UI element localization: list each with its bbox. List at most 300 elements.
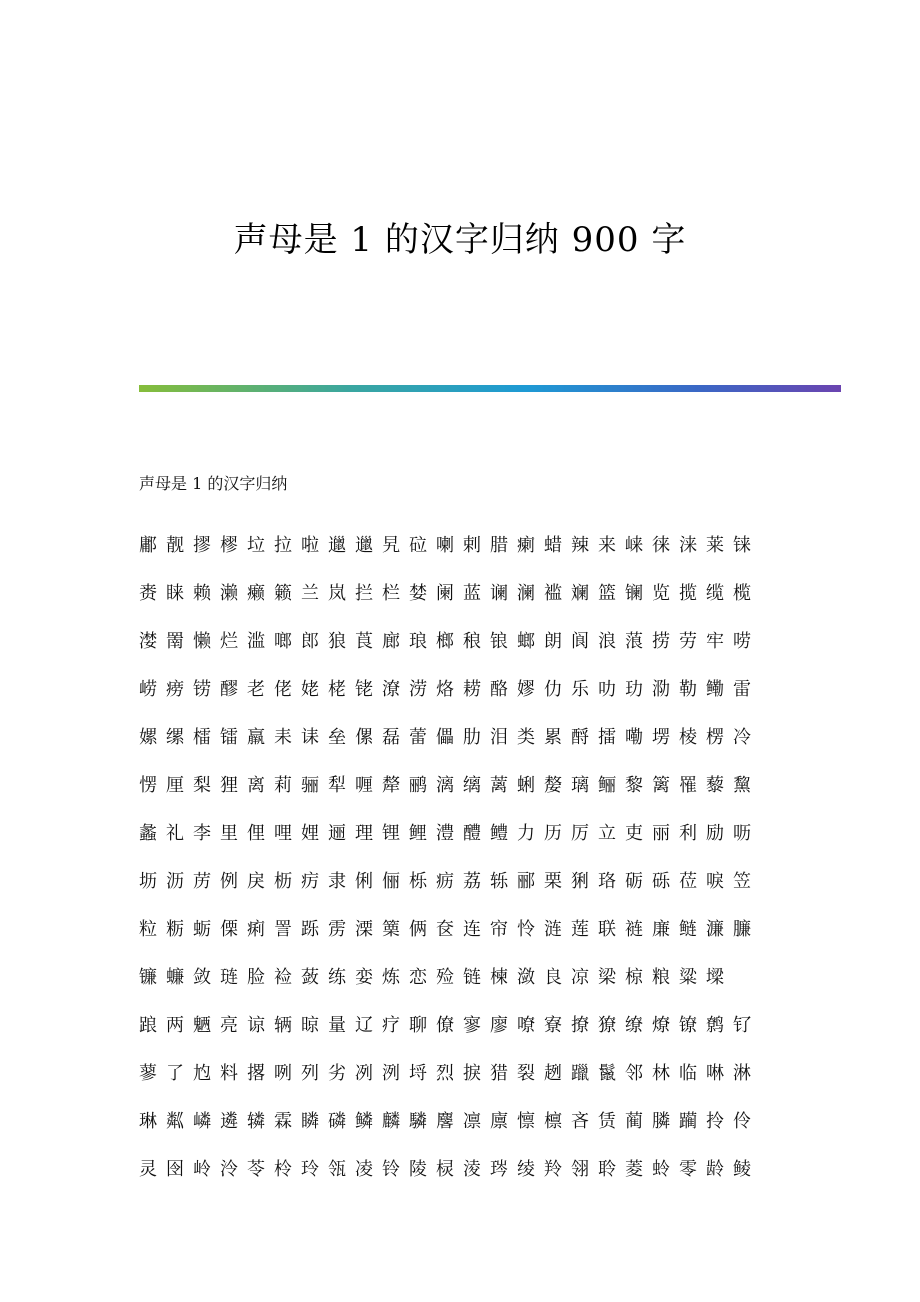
character-cell: 厘 xyxy=(166,775,184,796)
character-cell: 厉 xyxy=(571,823,589,844)
character-cell: 脸 xyxy=(247,967,265,988)
character-cell: 聊 xyxy=(409,1015,427,1036)
character-cell: 垃 xyxy=(247,535,265,556)
character-cell: 冽 xyxy=(355,1063,373,1084)
character-cell: 聆 xyxy=(598,1159,616,1180)
character-cell: 嘹 xyxy=(517,1015,535,1036)
character-cell: 尥 xyxy=(193,1063,211,1084)
character-cell: 唠 xyxy=(733,631,751,652)
character-cell: 罹 xyxy=(679,775,697,796)
character-cell: 笠 xyxy=(733,871,751,892)
character-cell: 稂 xyxy=(463,631,481,652)
character-cell: 里 xyxy=(220,823,238,844)
character-cell: 摎 xyxy=(193,535,211,556)
character-cell: 婪 xyxy=(409,583,427,604)
character-cell: 吝 xyxy=(571,1111,589,1132)
character-cell: 砺 xyxy=(625,871,643,892)
character-cell: 莉 xyxy=(274,775,292,796)
character-cell: 谅 xyxy=(247,1015,265,1036)
character-cell: 锂 xyxy=(382,823,400,844)
character-row xyxy=(139,522,799,570)
character-cell: 籁 xyxy=(274,583,292,604)
character-cell: 苓 xyxy=(247,1159,265,1180)
character-cell: 莱 xyxy=(706,535,724,556)
character-cell: 裢 xyxy=(625,919,643,940)
character-cell: 疠 xyxy=(301,871,319,892)
character-cell: 嶙 xyxy=(193,1111,211,1132)
character-cell: 垒 xyxy=(328,727,346,748)
character-cell: 濂 xyxy=(706,919,724,940)
character-cell: 寮 xyxy=(544,1015,562,1036)
character-cell: 铑 xyxy=(355,679,373,700)
character-cell: 莨 xyxy=(355,631,373,652)
character-row xyxy=(139,714,799,762)
character-row xyxy=(139,666,799,714)
character-cell: 鹂 xyxy=(409,775,427,796)
character-cell: 廖 xyxy=(490,1015,508,1036)
character-cell: 琏 xyxy=(220,967,238,988)
character-cell: 冷 xyxy=(733,727,751,748)
character-cell: 玲 xyxy=(301,1159,319,1180)
character-cell: 麐 xyxy=(436,1111,454,1132)
character-cell: 酹 xyxy=(571,727,589,748)
character-cell: 镰 xyxy=(139,967,157,988)
character-cell: 怜 xyxy=(517,919,535,940)
character-cell: 利 xyxy=(679,823,697,844)
character-cell: 阆 xyxy=(571,631,589,652)
character-cell: 辽 xyxy=(355,1015,373,1036)
character-cell: 来 xyxy=(598,535,616,556)
character-cell: 郎 xyxy=(301,631,319,652)
character-cell: 蓝 xyxy=(463,583,481,604)
character-cell: 蔺 xyxy=(625,1111,643,1132)
character-cell: 栗 xyxy=(544,871,562,892)
character-cell: 镭 xyxy=(220,727,238,748)
character-cell: 粝 xyxy=(166,919,184,940)
character-cell: 乐 xyxy=(571,679,589,700)
character-cell: 钌 xyxy=(733,1015,751,1036)
character-cell: 褴 xyxy=(544,583,562,604)
character-cell: 啉 xyxy=(706,1063,724,1084)
character-cell: 立 xyxy=(598,823,616,844)
character-cell: 亮 xyxy=(220,1015,238,1036)
character-cell: 耢 xyxy=(463,679,481,700)
character-cell: 拦 xyxy=(355,583,373,604)
character-cell: 历 xyxy=(544,823,562,844)
character-cell: 睐 xyxy=(166,583,184,604)
character-cell: 烂 xyxy=(220,631,238,652)
character-cell: 戾 xyxy=(247,871,265,892)
character-cell: 两 xyxy=(166,1015,184,1036)
character-cell: 肋 xyxy=(463,727,481,748)
character-row xyxy=(139,1146,799,1194)
character-cell: 辆 xyxy=(274,1015,292,1036)
character-cell: 潦 xyxy=(382,679,400,700)
character-cell: 苈 xyxy=(193,871,211,892)
character-cell: 楞 xyxy=(706,727,724,748)
character-cell: 骊 xyxy=(301,775,319,796)
character-cell: 螂 xyxy=(517,631,535,652)
character-cell: 蠡 xyxy=(139,823,157,844)
character-cell: 啷 xyxy=(274,631,292,652)
character-cell: 栳 xyxy=(328,679,346,700)
character-cell: 徕 xyxy=(652,535,670,556)
character-cell: 理 xyxy=(355,823,373,844)
character-cell: 拉 xyxy=(274,535,292,556)
character-cell: 隶 xyxy=(328,871,346,892)
character-cell: 塄 xyxy=(652,727,670,748)
character-cell: 凌 xyxy=(355,1159,373,1180)
character-cell: 兰 xyxy=(301,583,319,604)
character-cell: 临 xyxy=(679,1063,697,1084)
character-cell: 镧 xyxy=(625,583,643,604)
character-cell: 傫 xyxy=(355,727,373,748)
character-cell: 鳞 xyxy=(355,1111,373,1132)
character-cell: 了 xyxy=(166,1063,184,1084)
character-cell: 捞 xyxy=(652,631,670,652)
character-cell: 燎 xyxy=(652,1015,670,1036)
character-cell: 赖 xyxy=(193,583,211,604)
character-cell: 坜 xyxy=(139,871,157,892)
character-cell: 例 xyxy=(220,871,238,892)
character-cell: 獠 xyxy=(598,1015,616,1036)
character-cell: 离 xyxy=(247,775,265,796)
character-cell: 邋 xyxy=(355,535,373,556)
character-cell: 蛉 xyxy=(652,1159,670,1180)
character-cell: 琅 xyxy=(409,631,427,652)
character-cell: 叻 xyxy=(598,679,616,700)
character-cell: 鲮 xyxy=(733,1159,751,1180)
character-cell: 鲤 xyxy=(409,823,427,844)
page-title: 声母是 1 的汉字归纳 900 字 xyxy=(233,220,687,260)
character-cell: 崂 xyxy=(139,679,157,700)
character-cell: 溧 xyxy=(355,919,373,940)
character-cell: 滥 xyxy=(247,631,265,652)
character-cell: 仂 xyxy=(544,679,562,700)
character-cell: 拎 xyxy=(706,1111,724,1132)
character-cell: 篮 xyxy=(598,583,616,604)
character-cell: 莅 xyxy=(679,871,697,892)
character-cell: 阑 xyxy=(436,583,454,604)
character-cell: 连 xyxy=(463,919,481,940)
character-cell: 链 xyxy=(463,967,481,988)
character-cell: 廉 xyxy=(652,919,670,940)
character-cell: 勒 xyxy=(679,679,697,700)
character-cell: 琌 xyxy=(490,1159,508,1180)
character-cell: 雷 xyxy=(733,679,751,700)
character-cell: 樛 xyxy=(220,535,238,556)
character-cell: 篱 xyxy=(652,775,670,796)
character-cell: 老 xyxy=(247,679,265,700)
character-cell: 臁 xyxy=(733,919,751,940)
character-cell: 榄 xyxy=(733,583,751,604)
character-cell: 励 xyxy=(706,823,724,844)
character-cell: 躐 xyxy=(571,1063,589,1084)
character-cell: 黧 xyxy=(733,775,751,796)
character-cell: 鬣 xyxy=(598,1063,616,1084)
character-cell: 赉 xyxy=(139,583,157,604)
character-cell: 癞 xyxy=(247,583,265,604)
character-cell: 懔 xyxy=(517,1111,535,1132)
character-cell: 列 xyxy=(301,1063,319,1084)
character-cell: 剌 xyxy=(463,535,481,556)
character-grid xyxy=(139,522,799,1194)
character-cell: 痨 xyxy=(166,679,184,700)
character-cell: 轹 xyxy=(490,871,508,892)
character-cell: 娈 xyxy=(355,967,373,988)
character-cell: 粮 xyxy=(652,967,670,988)
character-cell: 疬 xyxy=(436,871,454,892)
character-cell: 累 xyxy=(544,727,562,748)
character-cell: 涝 xyxy=(409,679,427,700)
character-cell: 蜡 xyxy=(544,535,562,556)
character-cell: 烙 xyxy=(436,679,454,700)
character-cell: 沥 xyxy=(166,871,184,892)
character-cell: 龄 xyxy=(706,1159,724,1180)
character-cell: 荔 xyxy=(463,871,481,892)
character-cell: 磊 xyxy=(382,727,400,748)
character-row xyxy=(139,906,799,954)
character-cell: 灵 xyxy=(139,1159,157,1180)
character-cell: 涞 xyxy=(679,535,697,556)
character-cell: 猁 xyxy=(571,871,589,892)
character-cell: 濑 xyxy=(220,583,238,604)
character-cell: 谰 xyxy=(490,583,508,604)
character-cell: 嫪 xyxy=(517,679,535,700)
character-row xyxy=(139,570,799,618)
character-row xyxy=(139,858,799,906)
character-cell: 踉 xyxy=(139,1015,157,1036)
character-cell: 琳 xyxy=(139,1111,157,1132)
character-cell: 伶 xyxy=(733,1111,751,1132)
character-cell: 醴 xyxy=(463,823,481,844)
character-cell: 寥 xyxy=(463,1015,481,1036)
character-cell: 囹 xyxy=(166,1159,184,1180)
character-cell: 缭 xyxy=(625,1015,643,1036)
character-cell: 檩 xyxy=(544,1111,562,1132)
character-cell: 遴 xyxy=(220,1111,238,1132)
character-row xyxy=(139,1002,799,1050)
character-cell: 联 xyxy=(598,919,616,940)
character-row xyxy=(139,954,799,1002)
character-cell: 崃 xyxy=(625,535,643,556)
character-cell: 邋 xyxy=(328,535,346,556)
character-cell: 炼 xyxy=(382,967,400,988)
character-cell: 篥 xyxy=(382,919,400,940)
character-cell: 类 xyxy=(517,727,535,748)
character-cell: 墚 xyxy=(706,967,724,988)
character-cell: 俪 xyxy=(382,871,400,892)
character-cell: 莲 xyxy=(571,919,589,940)
character-cell: 霖 xyxy=(274,1111,292,1132)
character-cell: 泪 xyxy=(490,727,508,748)
character-cell: 凉 xyxy=(571,967,589,988)
character-cell: 姥 xyxy=(301,679,319,700)
character-cell: 零 xyxy=(679,1159,697,1180)
character-cell: 榔 xyxy=(436,631,454,652)
character-cell: 料 xyxy=(220,1063,238,1084)
character-cell: 吏 xyxy=(625,823,643,844)
character-cell: 泐 xyxy=(652,679,670,700)
character-cell: 晾 xyxy=(301,1015,319,1036)
character-cell: 啦 xyxy=(301,535,319,556)
character-cell: 棱 xyxy=(679,727,697,748)
character-cell: 砾 xyxy=(652,871,670,892)
character-cell: 跞 xyxy=(301,919,319,940)
character-cell: 漓 xyxy=(436,775,454,796)
character-cell: 羚 xyxy=(544,1159,562,1180)
character-row xyxy=(139,618,799,666)
character-cell: 力 xyxy=(517,823,535,844)
character-cell: 殓 xyxy=(436,967,454,988)
character-cell: 恋 xyxy=(409,967,427,988)
character-cell: 缧 xyxy=(166,727,184,748)
character-cell: 郦 xyxy=(517,871,535,892)
character-cell: 俐 xyxy=(355,871,373,892)
character-cell: 劳 xyxy=(679,631,697,652)
character-cell: 麟 xyxy=(382,1111,400,1132)
character-cell: 粱 xyxy=(679,967,697,988)
character-cell: 烈 xyxy=(436,1063,454,1084)
character-cell: 鲡 xyxy=(598,775,616,796)
character-cell: 淩 xyxy=(463,1159,481,1180)
character-cell: 览 xyxy=(652,583,670,604)
character-cell: 粒 xyxy=(139,919,157,940)
character-cell: 罱 xyxy=(166,631,184,652)
character-cell: 洌 xyxy=(382,1063,400,1084)
character-cell: 痢 xyxy=(247,919,265,940)
character-cell: 耒 xyxy=(274,727,292,748)
character-cell: 蛎 xyxy=(193,919,211,940)
character-cell: 蒗 xyxy=(625,631,643,652)
character-row xyxy=(139,1098,799,1146)
character-cell: 唳 xyxy=(706,871,724,892)
character-cell: 砬 xyxy=(409,535,427,556)
gradient-divider xyxy=(139,385,841,392)
character-cell: 娌 xyxy=(301,823,319,844)
character-cell: 犁 xyxy=(328,775,346,796)
character-cell: 涟 xyxy=(544,919,562,940)
character-cell: 腊 xyxy=(490,535,508,556)
character-cell: 詈 xyxy=(274,919,292,940)
character-cell: 廪 xyxy=(490,1111,508,1132)
character-cell: 嘞 xyxy=(625,727,643,748)
character-cell: 撩 xyxy=(571,1015,589,1036)
character-cell: 邻 xyxy=(625,1063,643,1084)
character-cell: 牢 xyxy=(706,631,724,652)
character-cell: 驎 xyxy=(409,1111,427,1132)
character-cell: 嫘 xyxy=(139,727,157,748)
character-cell: 浪 xyxy=(598,631,616,652)
character-cell: 柃 xyxy=(274,1159,292,1180)
character-cell: 鹩 xyxy=(706,1015,724,1036)
character-cell: 檑 xyxy=(193,727,211,748)
character-cell: 蠊 xyxy=(166,967,184,988)
character-cell: 狼 xyxy=(328,631,346,652)
character-cell: 奁 xyxy=(436,919,454,940)
character-cell: 蕾 xyxy=(409,727,427,748)
character-cell: 傈 xyxy=(220,919,238,940)
character-cell: 磷 xyxy=(328,1111,346,1132)
character-cell: 猎 xyxy=(490,1063,508,1084)
character-cell: 澜 xyxy=(517,583,535,604)
character-row xyxy=(139,810,799,858)
character-cell: 泠 xyxy=(220,1159,238,1180)
character-cell: 铼 xyxy=(733,535,751,556)
character-cell: 擂 xyxy=(598,727,616,748)
character-cell: 佬 xyxy=(274,679,292,700)
character-cell: 斓 xyxy=(571,583,589,604)
character-cell: 帘 xyxy=(490,919,508,940)
character-cell: 梨 xyxy=(193,775,211,796)
character-cell: 靓 xyxy=(166,535,184,556)
character-cell: 鳢 xyxy=(490,823,508,844)
character-cell: 瞵 xyxy=(301,1111,319,1132)
character-cell: 瘌 xyxy=(517,535,535,556)
character-cell: 铃 xyxy=(382,1159,400,1180)
character-cell: 旯 xyxy=(382,535,400,556)
character-cell: 礼 xyxy=(166,823,184,844)
character-cell: 缡 xyxy=(463,775,481,796)
character-cell: 疗 xyxy=(382,1015,400,1036)
character-cell: 逦 xyxy=(328,823,346,844)
character-cell: 敛 xyxy=(193,967,211,988)
character-cell: 朗 xyxy=(544,631,562,652)
character-cell: 丽 xyxy=(652,823,670,844)
character-cell: 哩 xyxy=(274,823,292,844)
character-cell: 羸 xyxy=(247,727,265,748)
character-cell: 嫠 xyxy=(544,775,562,796)
character-cell: 楝 xyxy=(490,967,508,988)
character-cell: 揽 xyxy=(679,583,697,604)
character-cell: 岚 xyxy=(328,583,346,604)
character-cell: 李 xyxy=(193,823,211,844)
character-cell: 鲢 xyxy=(679,919,697,940)
character-cell: 裂 xyxy=(517,1063,535,1084)
character-cell: 粼 xyxy=(166,1111,184,1132)
character-cell: 诔 xyxy=(301,727,319,748)
character-cell: 枥 xyxy=(274,871,292,892)
character-cell: 喱 xyxy=(355,775,373,796)
character-cell: 辣 xyxy=(571,535,589,556)
character-cell: 廊 xyxy=(382,631,400,652)
character-cell: 绫 xyxy=(517,1159,535,1180)
character-cell: 辚 xyxy=(247,1111,265,1132)
character-cell: 鳓 xyxy=(706,679,724,700)
character-cell: 黎 xyxy=(625,775,643,796)
character-cell: 俚 xyxy=(247,823,265,844)
character-cell: 撂 xyxy=(247,1063,265,1084)
character-cell: 愣 xyxy=(139,775,157,796)
character-cell: 懒 xyxy=(193,631,211,652)
character-row xyxy=(139,762,799,810)
character-cell: 栏 xyxy=(382,583,400,604)
character-cell: 喇 xyxy=(436,535,454,556)
character-cell: 良 xyxy=(544,967,562,988)
character-cell: 缆 xyxy=(706,583,724,604)
character-cell: 潋 xyxy=(517,967,535,988)
character-cell: 澧 xyxy=(436,823,454,844)
character-cell: 林 xyxy=(652,1063,670,1084)
character-cell: 量 xyxy=(328,1015,346,1036)
character-row xyxy=(139,1050,799,1098)
character-cell: 咧 xyxy=(274,1063,292,1084)
character-cell: 僚 xyxy=(436,1015,454,1036)
character-cell: 犛 xyxy=(382,775,400,796)
character-cell: 玏 xyxy=(625,679,643,700)
character-cell: 劣 xyxy=(328,1063,346,1084)
character-cell: 菱 xyxy=(625,1159,643,1180)
